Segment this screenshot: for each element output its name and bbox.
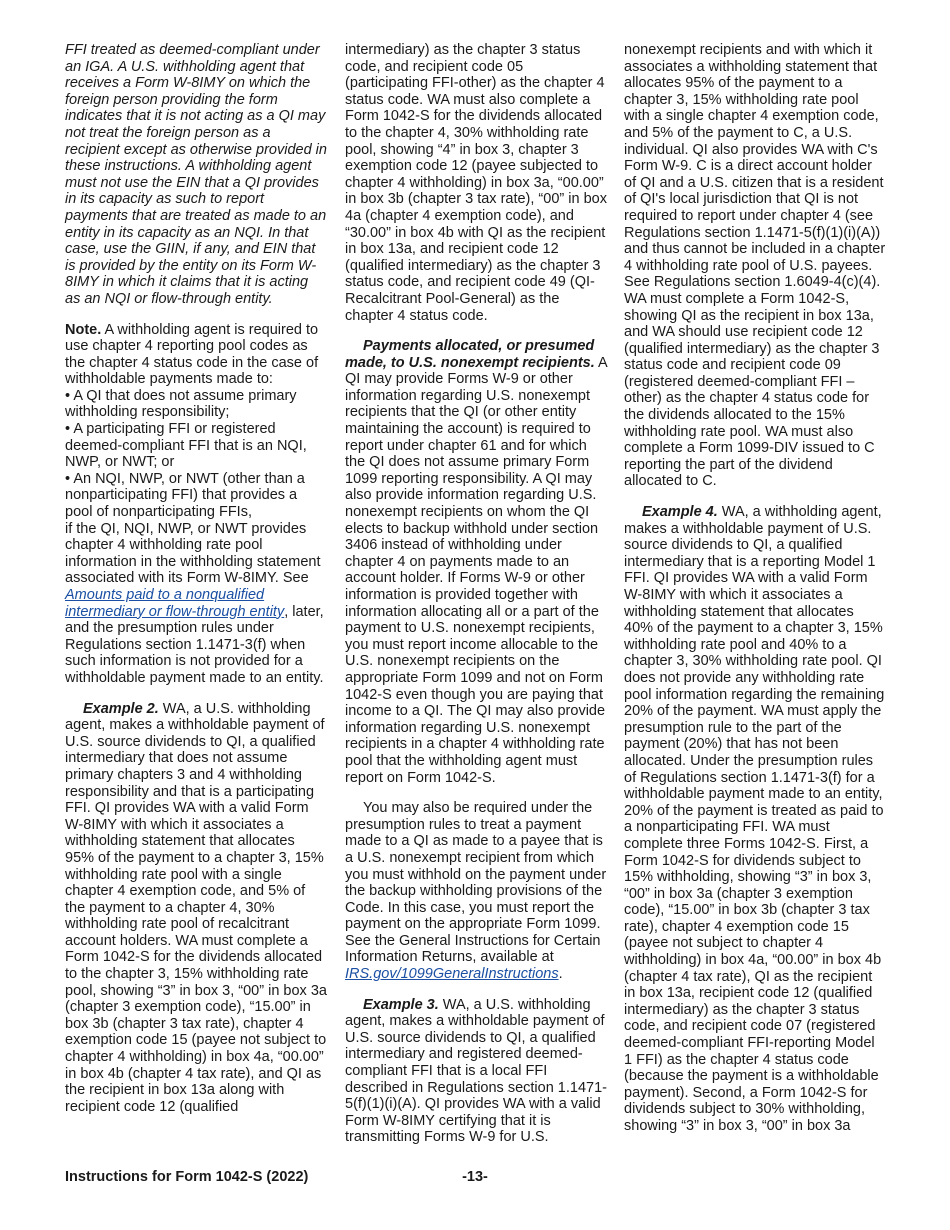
page-number: -13- xyxy=(462,1169,488,1185)
example-3-paragraph: Example 3. WA, a U.S. withholding agent, makes a withholdable payment of U.S. source dividends to QI, a qualified intermediary and registered deemed-compliant FFI that is a local FFI described in Regulations section 1.1471-5(f)(1)(i)(A). QI provides WA with a valid Form W-8IMY certifying that it is transmitting Forms W-9 for U.S. xyxy=(345,996,607,1146)
pool-info-paragraph: if the QI, NQI, NWP, or NWT provides chapter 4 withholding rate pool information in the withholding statement associated with its Form W-8IMY. See Amounts paid to a nonqualified intermediary or flow-through entity, later, and the presumption rules under Regulations section 1.1471-3(f) when such information is not provided for a withholdable payment made to an entity. xyxy=(65,520,324,686)
irs-link[interactable]: IRS.gov/1099GeneralInstructions xyxy=(345,966,559,983)
column-1 xyxy=(65,42,327,1115)
payments-heading: Payments allocated, or presumed made, to U.S. nonexempt recipients. xyxy=(345,338,595,371)
iga-paragraph: FFI treated as deemed-compliant under an IGA. A U.S. withholding agent that receives a Form W-8IMY on which the foreign person providing the form indicates that it is not acting as a QI may not treat the foreign person as a recipient except as otherwise provided in these instructions. A withholding agent must not use the EIN that a QI provides in its capacity as such to report payments that are treated as made to an entity in its capacity as an NQI. In that case, use the GIIN, if any, and EIN that is provided by the entity on its Form W-8IMY in which it claims that it is acting as an NQI or flow-through entity. xyxy=(65,42,327,307)
example-2-continued: intermediary) as the chapter 3 status code, and recipient code 05 (participating FFI-other) as the chapter 4 status code. WA must also complete a Form 1042-S for the dividends allocated to the chapter 4, 30% withholding rate pool, showing “4” in box 3, chapter 3 exemption code 12 (payee subjected to chapter 4 withholding) in box 3a, “00.00” in box 3b (chapter 3 tax rate), “00” in box 4a (chapter 4 exemption code), and “30.00” in box 4b with QI as the recipient in box 13a, and recipient code 12 (qualified intermediary) as the chapter 3 status code, and recipient code 49 (QI-Recalcitrant Pool-General) as the chapter 4 status code. xyxy=(345,42,607,324)
footer-form-title: Instructions for Form 1042-S (2022) xyxy=(65,1169,309,1185)
column-2 xyxy=(345,42,607,1146)
example-4-paragraph: Example 4. WA, a withholding agent, makes a withholdable payment of U.S. source dividends to QI, a qualified intermediary that is a reporting Model 1 FFI. QI provides WA with a valid Form W-8IMY with which it associates a withholding statement that allocates 40% of the payment to a chapter 3, 15% withholding rate pool and 40% to a chapter 3, 30% withholding rate pool. QI does not provide any withholding rate pool information regarding the remaining 20% of the payment. WA must apply the presumption rule to the part of the payment (20%) that has not been allocated. Under the presumption rules of Regulations section 1.1471-3(f) for a withholdable payment made to an entity, 20% of the payment is treated as paid to a nonparticipating FFI. WA must complete three Forms 1042-S. First, a Form 1042-S for dividends subject to 15% withholding, showing “3” in box 3, “00” in box 3a (chapter 3 exemption code), “15.00” in box 3b (chapter 3 tax rate), chapter 4 exemption code 15 (payee not subject to chapter 4 withholding) in box 4a, “00.00” in box 4b (chapter 4 tax rate), QI as the recipient in box 13a, recipient code 12 (qualified intermediary) as the chapter 3 status code, and recipient code 07 (registered deemed-compliant FFI-reporting Model 1 FFI) as the chapter 4 status code (because the payment is a withholdable payment). Second, a Form 1042-S for dividends subject to 30% withholding, showing “3” in box 3, “00” in box 3a xyxy=(624,504,885,1134)
presumption-paragraph: You may also be required under the presumption rules to treat a payment made to a QI as made to a payee that is a U.S. nonexempt recipient from which you must withhold on the payment under the backup withholding provisions of the Code. In this case, you must report the payment on the appropriate Form 1099. See the General Instructions for Certain Information Returns, available at IRS.gov/1099GeneralInstructions. xyxy=(345,800,607,983)
column-3 xyxy=(624,42,886,1135)
example-2-paragraph: Example 2. WA, a U.S. withholding agent, makes a withholdable payment of U.S. source dividends to QI, a qualified intermediary that does not assume primary chapters 3 and 4 withholding responsibility and that is a participating FFI. QI provides WA with a valid Form W-8IMY with which it associates a withholding statement that allocates 95% of the payment to a chapter 3, 15% withholding rate pool with a single chapter 4 exemption code, and 5% of the payment to a chapter 4, 30% withholding rate pool of recalcitrant account holders. WA must complete a Form 1042-S for the dividends allocated to the chapter 3, 15% withholding rate pool, showing “3” in box 3, “00” in box 3a (chapter 3 exemption code), “15.00” in box 3b (chapter 3 tax rate), chapter 4 exemption code 15 (payee not subject to chapter 4 withholding) in box 4a, “00.00” in box 4b (chapter 4 tax rate), and QI as the recipient in box 13a along with recipient code 12 (qualified xyxy=(65,700,327,1115)
note-text: A withholding agent is required to use chapter 4 reporting pool codes as the chapter 4 status code in the case of withholdable payments made to: xyxy=(65,321,319,388)
note-label: Note. xyxy=(65,321,102,338)
nqi-link[interactable]: Amounts paid to a nonqualified intermediary or flow-through entity xyxy=(65,587,285,620)
note-paragraph xyxy=(65,322,327,388)
example-3-label: Example 3. xyxy=(363,996,439,1013)
list-item: • A QI that does not assume primary withholding responsibility; xyxy=(65,387,297,421)
example-4-label: Example 4. xyxy=(642,504,718,521)
list-item: • An NQI, NWP, or NWT (other than a nonparticipating FFI) that provides a pool of nonparticipating FFIs, xyxy=(65,470,305,521)
example-3-continued: nonexempt recipients and with which it associates a withholding statement that allocates 95% of the payment to a chapter 3, 15% withholding rate pool with a single chapter 4 exemption code, and 5% of the payment to C, a U.S. individual. QI also provides WA with C's Form W-9. C is a direct account holder of QI and a U.S. citizen that is a resident of QI's local jurisdiction that QI is not required to report under chapter 4 (see Regulations section 1.1471-5(f)(1)(i)(A)) and thus cannot be included in a chapter 4 withholding rate pool of U.S. payees. See Regulations section 1.6049-4(c)(4). WA must complete a Form 1042-S, showing QI as the recipient in box 13a, and WA should use recipient code 12 (qualified intermediary) as the chapter 3 status code and recipient code 09 (registered deemed-compliant FFI – other) as the chapter 4 status code for the dividends allocated to the 15% withholding rate pool. WA must also complete a Form 1099-DIV issued to C reporting the part of the dividend allocated to C. xyxy=(624,42,886,490)
example-2-label: Example 2. xyxy=(83,700,159,717)
payments-paragraph: Payments allocated, or presumed made, to U.S. nonexempt recipients. A QI may provide Forms W-9 or other information regarding U.S. nonexempt recipients that the QI (or other entity maintaining the account) is required to report under chapter 61 and for which the QI does not assume primary Form 1099 reporting responsibility. A QI may also provide information regarding U.S. nonexempt recipients on whom the QI elects to backup withhold under section 3406 instead of withholding under chapter 4 on payments made to an account holder. If Forms W-9 or other information is provided together with information allocating all or a part of the payment to U.S. nonexempt recipients, you must report income allocable to the U.S. nonexempt recipients on the appropriate Form 1099 and not on Form 1042-S even though you are paying that income to a QI. The QI may also provide information regarding U.S. nonexempt recipients in a chapter 4 withholding rate pool that the withholding agent must report on Form 1042-S. xyxy=(345,338,607,786)
list-item: • A participating FFI or registered deemed-compliant FFI that is an NQI, NWP, or NWT; or xyxy=(65,421,307,471)
